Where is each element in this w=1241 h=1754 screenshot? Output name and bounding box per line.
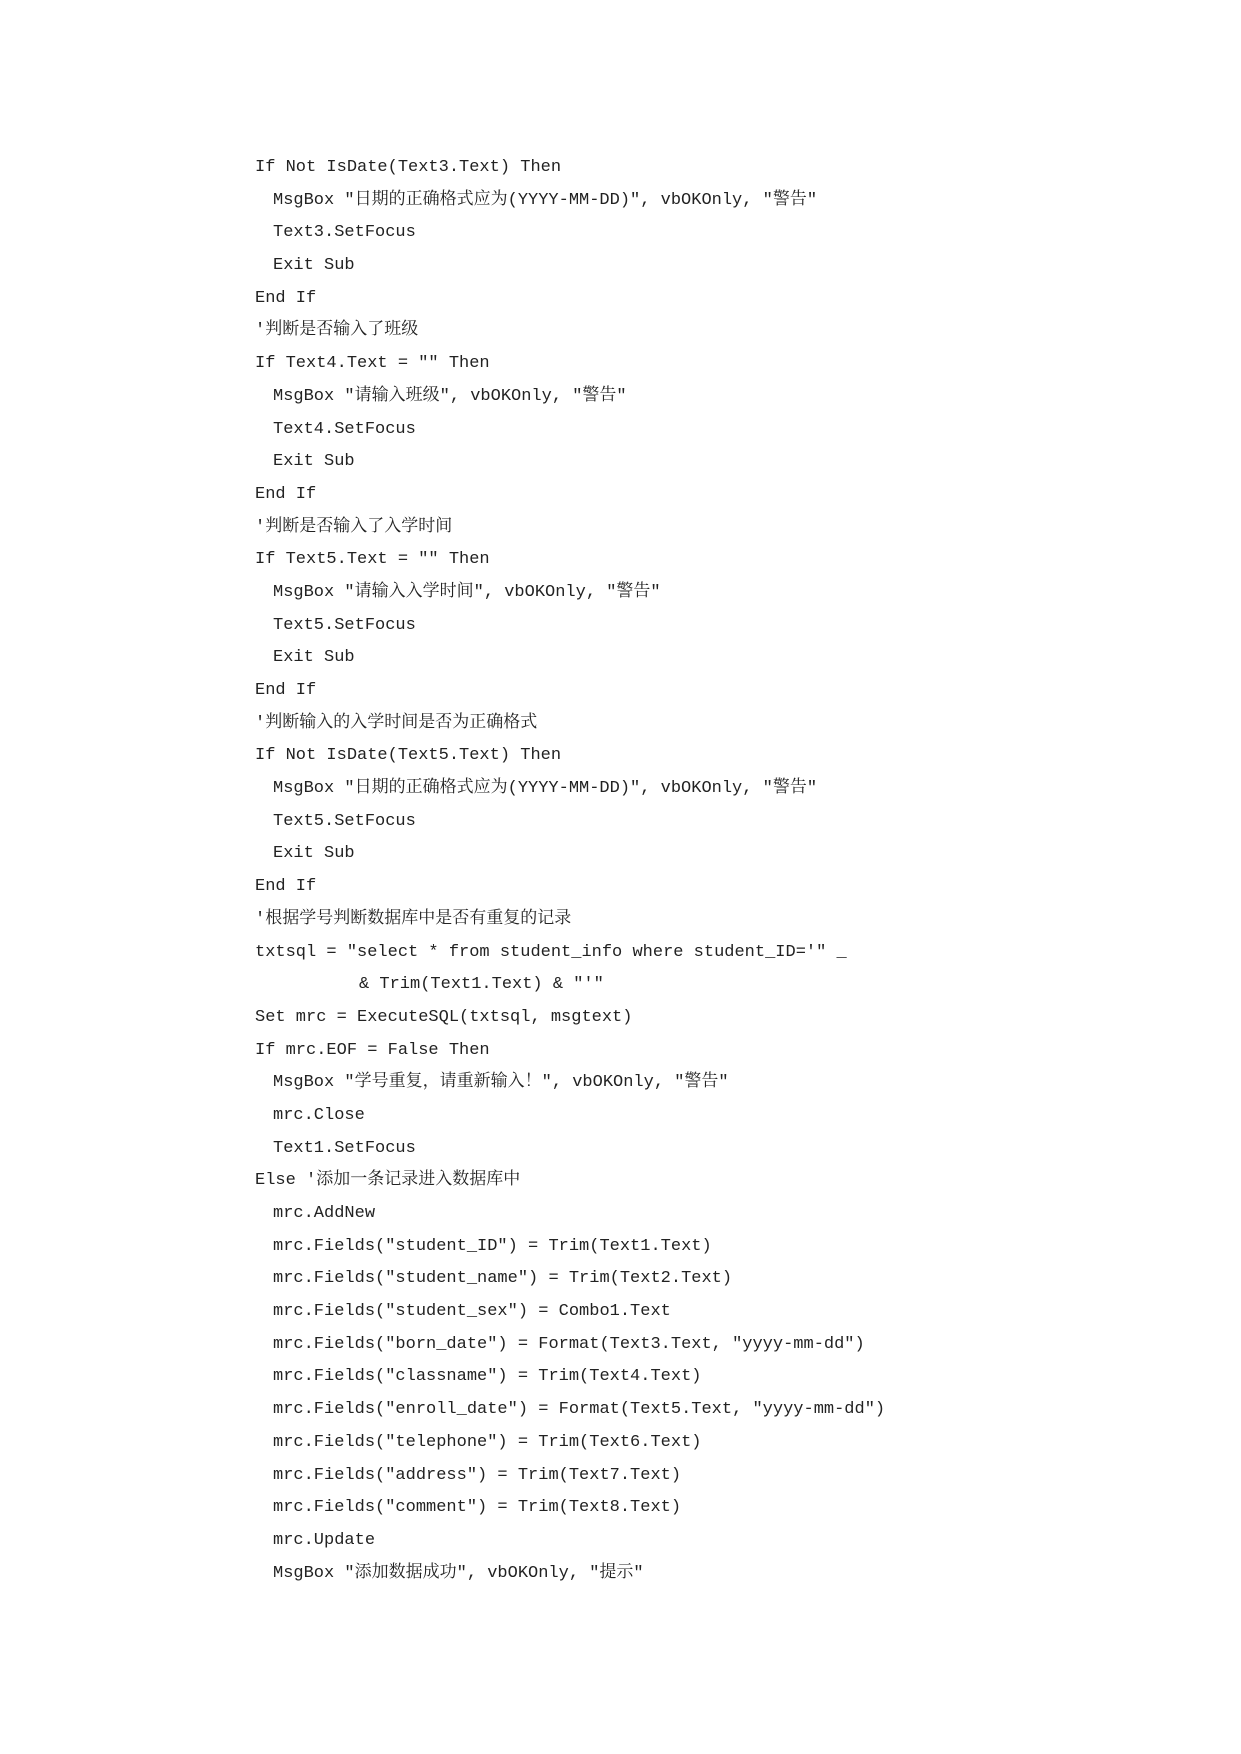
code-line: Text5.SetFocus xyxy=(273,615,416,635)
code-line: Text1.SetFocus xyxy=(273,1138,416,1158)
code-listing xyxy=(255,152,1215,1590)
code-line: MsgBox "请输入班级", vbOKOnly, "警告" xyxy=(273,386,627,406)
code-comment: '根据学号判断数据库中是否有重复的记录 xyxy=(255,909,572,929)
code-line: mrc.Fields("enroll_date") = Format(Text5.Text, "yyyy-mm-dd") xyxy=(273,1400,886,1420)
code-line: End If xyxy=(255,288,317,308)
code-line: End If xyxy=(255,484,317,504)
code-line: End If xyxy=(255,681,317,700)
code-line: MsgBox "日期的正确格式应为(YYYY-MM-DD)", vbOKOnly, "警告" xyxy=(273,779,818,799)
code-line: MsgBox "请输入入学时间", vbOKOnly, "警告" xyxy=(273,582,661,602)
code-line: Exit Sub xyxy=(273,256,355,276)
code-line: Exit Sub xyxy=(273,648,355,668)
code-line: MsgBox "学号重复，请重新输入！", vbOKOnly, "警告" xyxy=(273,1073,729,1093)
code-line: mrc.Fields("student_ID") = Trim(Text1.Text) xyxy=(273,1236,712,1256)
code-line: MsgBox "添加数据成功", vbOKOnly, "提示" xyxy=(273,1563,644,1583)
code-line: & Trim(Text1.Text) & "'" xyxy=(359,975,604,995)
code-line: mrc.Fields("student_sex") = Combo1.Text xyxy=(273,1302,671,1322)
code-line: mrc.Fields("classname") = Trim(Text4.Text) xyxy=(273,1367,702,1387)
code-line: End If xyxy=(255,877,317,897)
code-line: Exit Sub xyxy=(273,844,355,864)
code-line: mrc.Fields("born_date") = Format(Text3.Text, "yyyy-mm-dd") xyxy=(273,1334,865,1354)
code-line: Text5.SetFocus xyxy=(273,811,416,831)
code-line: Else '添加一条记录进入数据库中 xyxy=(255,1171,521,1191)
code-line: mrc.Fields("address") = Trim(Text7.Text) xyxy=(273,1465,682,1485)
code-line: If Text4.Text = "" Then xyxy=(255,354,490,374)
code-line: mrc.Fields("comment") = Trim(Text8.Text) xyxy=(273,1498,682,1518)
code-line: Text3.SetFocus xyxy=(273,223,416,243)
code-line: Set mrc = ExecuteSQL(txtsql, msgtext) xyxy=(255,1007,633,1027)
code-line: mrc.Fields("telephone") = Trim(Text6.Text) xyxy=(273,1432,702,1452)
code-line: If mrc.EOF = False Then xyxy=(255,1040,490,1060)
code-comment: '判断输入的入学时间是否为正确格式 xyxy=(255,713,538,733)
code-line: Text4.SetFocus xyxy=(273,419,416,439)
code-comment: '判断是否输入了班级 xyxy=(255,321,419,341)
code-comment: '判断是否输入了入学时间 xyxy=(255,517,453,537)
code-line: mrc.Fields("student_name") = Trim(Text2.Text) xyxy=(273,1269,733,1289)
code-line: Exit Sub xyxy=(273,452,355,472)
code-line: mrc.Update xyxy=(273,1530,376,1550)
code-line: If Text5.Text = "" Then xyxy=(255,550,490,570)
code-line: mrc.Close xyxy=(273,1105,365,1125)
code-line: mrc.AddNew xyxy=(273,1204,376,1223)
code-line: If Not IsDate(Text5.Text) Then xyxy=(255,746,562,766)
code-line: MsgBox "日期的正确格式应为(YYYY-MM-DD)", vbOKOnly, "警告" xyxy=(273,190,818,210)
code-line: If Not IsDate(Text3.Text) Then xyxy=(255,158,562,177)
code-line: txtsql = "select * from student_info where student_ID='" _ xyxy=(255,942,847,962)
